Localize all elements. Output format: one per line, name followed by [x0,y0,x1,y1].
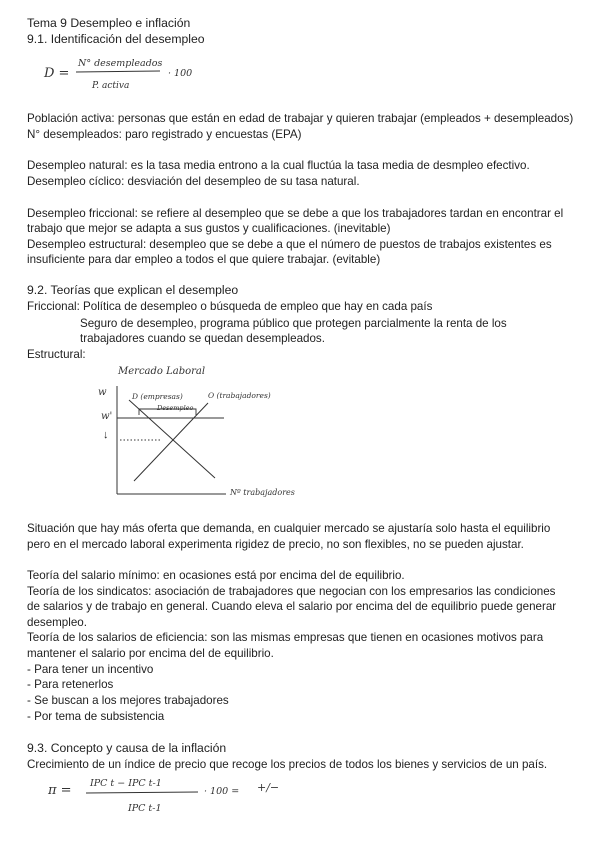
list-item: - Por tema de subsistencia [27,710,165,723]
topic-title: Tema 9 Desempleo e inflación [27,16,191,30]
formula-d-factor: · 100 [168,68,193,79]
text-line: Población activa: personas que están en edad de trabajar y quieren trabajar (empleados + desempleados) [27,112,574,125]
text-line: Desempleo cíclico: desviación del desempleo de su tasa natural. [27,175,360,188]
text-line: N° desempleados: paro registrado y encuestas (EPA) [27,128,302,141]
wage-axis-label: w [98,387,107,398]
section-9-3-heading: 9.3. Concepto y causa de la inflación [27,741,227,755]
formula-pi-result: +/− [257,781,280,794]
text-line: mantener el salario por encima del de equilibrio. [27,647,274,660]
formula-pi-factor: · 100 = [204,786,240,797]
demand-label: D (empresas) [132,392,183,401]
estructural-label: Estructural: [27,348,86,361]
text-line: Desempleo estructural: desempleo que se debe a que el número de puestos de trabajos existentes es [27,238,552,251]
text-line: trabajo que mejor se adapta a sus gustos y cualificaciones. (inevitable) [27,222,391,235]
section-9-1-heading: 9.1. Identificación del desempleo [27,32,205,46]
supply-label: O (trabajadores) [208,391,271,400]
text-line: Desempleo natural: es la tasa media entrono a la cual fluctúa la tasa media de desmpleo efectivo. [27,159,530,172]
text-line: desempleo. [27,616,87,629]
section-9-2-heading: 9.2. Teorías que explican el desempleo [27,283,239,297]
text-line: pero en el mercado laboral experimenta rigidez de precio, no son flexibles, no se pueden ajustar. [27,538,524,551]
wage-down-arrow: ↓ [103,429,109,441]
text-line: Teoría del salario mínimo: en ocasiones está por encima del de equilibrio. [27,569,405,582]
x-axis-label: Nº trabajadores [230,488,295,497]
text-line: insuficiente para dar empleo a todos el que quiere trabajar. (evitable) [27,253,381,266]
formula-pi-lhs: π = [48,783,72,798]
text-line: Teoría de los salarios de eficiencia: son las mismas empresas que tienen en ocasiones motivos para [27,631,544,644]
text-line: Crecimiento de un índice de precio que recoge los precios de todos los bienes y servicios de un país. [27,758,548,771]
formula-d-denominator: P. activa [92,81,130,91]
formula-d-numerator: N° desempleados [78,58,163,69]
formula-d-lhs: D = [44,66,70,81]
text-line: de salarios y de trabajo en general. Cuando eleva el salario por encima del de equilibrio puede generar [27,600,557,613]
text-line: trabajadores cuando se quedan desempleados. [80,332,325,345]
diagram-title: Mercado Laboral [118,366,206,377]
formula-pi-denominator: IPC t-1 [128,803,162,814]
text-line: Desempleo friccional: se refiere al desempleo que se debe a que los trabajadores tardan en encontrar el [27,207,564,220]
rigid-wage-label: w' [101,411,113,422]
text-line: Seguro de desempleo, programa público que protegen parcialmente la renta de los [80,317,507,330]
unemployment-gap-label: Desempleo [157,404,194,412]
formula-pi-numerator: IPC t − IPC t-1 [90,778,162,789]
text-line: Teoría de los sindicatos: asociación de trabajadores que negocian con los empresarios las condiciones [27,585,556,598]
list-item: - Para retenerlos [27,678,114,691]
list-item: - Para tener un incentivo [27,663,154,676]
list-item: - Se buscan a los mejores trabajadores [27,694,229,707]
text-line: Situación que hay más oferta que demanda, en cualquier mercado se ajustaría solo hasta el equilibrio [27,522,551,535]
text-line: Friccional: Política de desempleo o búsqueda de empleo que hay en cada país [27,300,433,313]
